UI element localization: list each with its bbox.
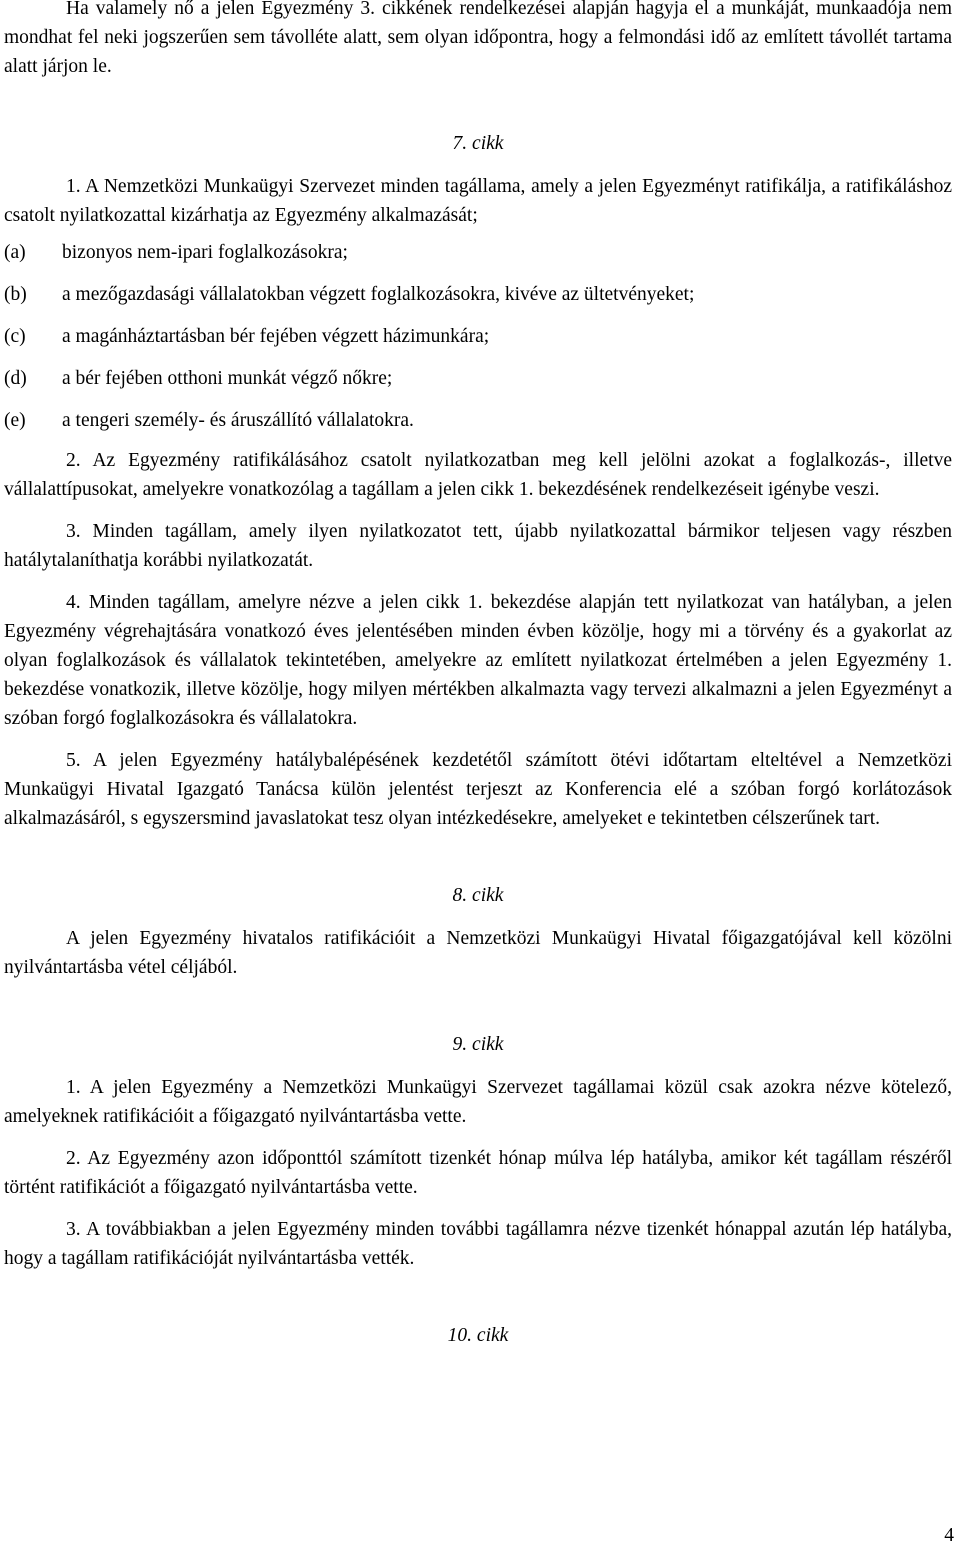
article-9-paragraph-2: 2. Az Egyezmény azon időponttól számított tizenkét hónap múlva lép hatályba, amikor két tagállam részéről történt ratifikációt a főigazgató nyilvántartásba vette. (4, 1148, 952, 1198)
list-text: a tengeri személy- és áruszállító vállalatokra. (62, 410, 414, 431)
article-7-paragraph-3: 3. Minden tagállam, amely ilyen nyilatkozatot tett, újabb nyilatkozattal bármikor teljesen vagy részben hatálytalaníthatja korábbi nyilatkozatát. (4, 521, 952, 571)
list-item (4, 364, 952, 406)
list-text: a bér fejében otthoni munkát végző nőkre; (62, 368, 393, 389)
article-7-paragraph-1: 1. A Nemzetközi Munkaügyi Szervezet minden tagállama, amely a jelen Egyezményt ratifikálja, a ratifikáláshoz csatolt nyilatkozattal kizárhatja az Egyezmény alkalmazását; (4, 176, 952, 226)
article-8-heading: 8. cikk (452, 885, 504, 906)
page-number: 4 (944, 1525, 954, 1546)
list-text: bizonyos nem-ipari foglalkozásokra; (62, 242, 348, 263)
document-body (4, 0, 952, 1350)
list-item (4, 280, 952, 322)
list-marker: (d) (4, 368, 27, 389)
article-7-paragraph-5: 5. A jelen Egyezmény hatálybalépésének kezdetétől számított ötévi időtartam elteltével a Nemzetközi Munkaügyi Hivatal Igazgató Tanácsa külön jelentést terjeszt az Konferencia elé a szóban forgó korlátozások alkalmazásáról, s egyszersmind javaslatokat tesz olyan intézkedésekre, amelyeket e tekintetben célszerűnek tart. (4, 750, 952, 829)
article-7-heading: 7. cikk (452, 133, 504, 154)
list-text: a magánháztartásban bér fejében végzett házimunkára; (62, 326, 490, 347)
article-9-paragraph-3: 3. A továbbiakban a jelen Egyezmény minden további tagállamra nézve tizenkét hónappal azután lép hatályba, hogy a tagállam ratifikációját nyilvántartásba vették. (4, 1219, 952, 1269)
list-text: a mezőgazdasági vállalatokban végzett foglalkozásokra, kivéve az ültetvényeket; (62, 284, 695, 305)
list-item (4, 238, 952, 280)
list-marker: (e) (4, 410, 26, 431)
list-marker: (c) (4, 326, 26, 347)
article-7-paragraph-2: 2. Az Egyezmény ratifikálásához csatolt nyilatkozatban meg kell jelölni azokat a foglalkozás-, illetve vállalattípusokat, amelyekre vonatkozólag a tagállam a jelen cikk 1. bekezdésének rendelkezéseit igénybe veszi. (4, 450, 952, 500)
intro-paragraph: Ha valamely nő a jelen Egyezmény 3. cikkének rendelkezései alapján hagyja el a munkáját, munkaadója nem mondhat fel neki jogszerűen sem távolléte alatt, sem olyan időpontra, hogy a felmondási idő az említett távollét tartama alatt járjon le. (4, 0, 952, 77)
list-marker: (b) (4, 284, 27, 305)
list-marker: (a) (4, 242, 26, 263)
article-7-paragraph-4: 4. Minden tagállam, amelyre nézve a jelen cikk 1. bekezdése alapján tett nyilatkozat van hatályban, a jelen Egyezmény végrehajtására vonatkozó éves jelentésében minden évben közölje, hogy mi a törvény és a gyakorlat az olyan foglalkozások és vállalatok tekintetében, amelyekre az említett nyilatkozat értelmében a jelen Egyezmény 1. bekezdése vonatkozik, illetve közölje, hogy milyen mértékben alkalmazta vagy tervezi alkalmazni a jelen Egyezményt a szóban forgó foglalkozásokra és vállalatokra. (4, 592, 952, 729)
list-item (4, 322, 952, 364)
list-item (4, 406, 952, 442)
exclusion-list (4, 238, 952, 442)
article-9-heading: 9. cikk (452, 1034, 504, 1055)
article-10-heading: 10. cikk (447, 1325, 509, 1346)
article-9-paragraph-1: 1. A jelen Egyezmény a Nemzetközi Munkaügyi Szervezet tagállamai közül csak azokra nézve kötelező, amelyeknek ratifikációit a főigazgató nyilvántartásba vette. (4, 1077, 952, 1127)
article-8-paragraph-1: A jelen Egyezmény hivatalos ratifikációit a Nemzetközi Munkaügyi Hivatal főigazgatójával kell közölni nyilvántartásba vétel céljából. (4, 928, 952, 978)
